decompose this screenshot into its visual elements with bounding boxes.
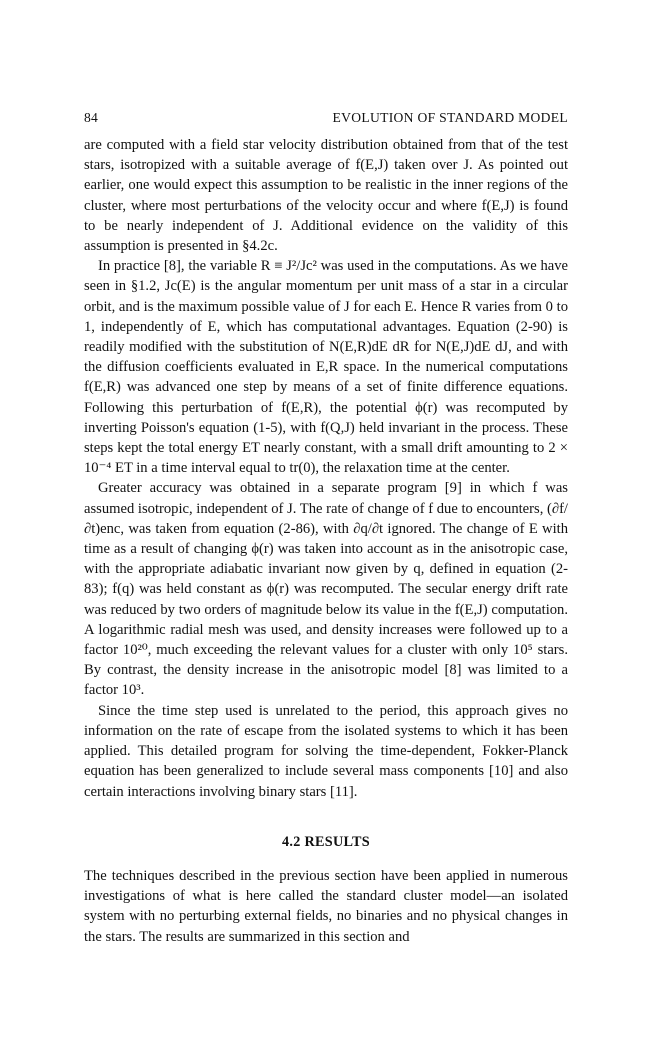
paragraph-continuation: are computed with a field star velocity distribution obtained from that of the test stars, isotropized with a suitable average of f(E,J) taken over J. As pointed out earlier, one would expect this assumption to be realistic in the inner regions of the cluster, where most perturbations of the velocity occur and where f(E,J) is found to be nearly independent of J. Additional evidence on the validity of this assumption is presented in §4.2c. xyxy=(84,137,568,255)
body-text xyxy=(84,135,568,947)
running-header xyxy=(84,110,568,126)
paragraph-greater-accuracy: Greater accuracy was obtained in a separate program [9] in which f was assumed isotropic, independent of J. The rate of change of f due to encounters, (∂f/∂t)enc, was taken from equation (2-86), with ∂q/∂t ignored. The change of E with time as a result of changing ϕ(r) was taken into account as in the anisotropic case, with the appropriate adiabatic invariant now given by q, defined in equation (2-83); f(q) was held constant as ϕ(r) was recomputed. The secular energy drift rate was reduced by two orders of magnitude below its value in the f(E,J) computation. A logarithmic radial mesh was used, and density increases were followed up to a factor 10²⁰, much exceeding the relevant values for a cluster with only 10⁵ stars. By contrast, the density increase in the anisotropic model [8] was limited to a factor 10³. xyxy=(84,480,568,699)
section-heading: 4.2 RESULTS xyxy=(282,833,370,850)
running-title: EVOLUTION OF STANDARD MODEL xyxy=(332,110,568,125)
page-number: 84 xyxy=(84,110,98,125)
paragraph-time-step: Since the time step used is unrelated to the period, this approach gives no information on the rate of escape from the isolated systems to which it has been applied. This detailed program for solving the time-dependent, Fokker-Planck equation has been generalized to include several mass components [10] and also certain interactions involving binary stars [11]. xyxy=(84,702,568,800)
paragraph-in-practice: In practice [8], the variable R ≡ J²/Jc² was used in the computations. As we have seen in §1.2, Jc(E) is the angular momentum per unit mass of a star in a circular orbit, and is the maximum possible value of J for each E. Hence R varies from 0 to 1, independently of E, which has computational advantages. Equation (2-90) is readily modified with the substitution of N(E,R)dE dR for N(E,J)dE dJ, and with the diffusion coefficients evaluated in E,R space. In the numerical computations f(E,R) was advanced one step by means of a set of finite difference equations. Following this perturbation of f(E,R), the potential ϕ(r) was recomputed by inverting Poisson's equation (1-5), with f(Q,J) held invariant in the process. These steps kept the total energy ET nearly constant, with a small drift amounting to 2 × 10⁻⁴ ET in a time interval equal to tr(0), the relaxation time at the center. xyxy=(84,258,568,477)
paragraph-results: The techniques described in the previous section have been applied in numerous investigations of what is here called the standard cluster model—an isolated system with no perturbing external fields, no binaries and no physical changes in the stars. The results are summarized in this section and xyxy=(84,867,568,945)
